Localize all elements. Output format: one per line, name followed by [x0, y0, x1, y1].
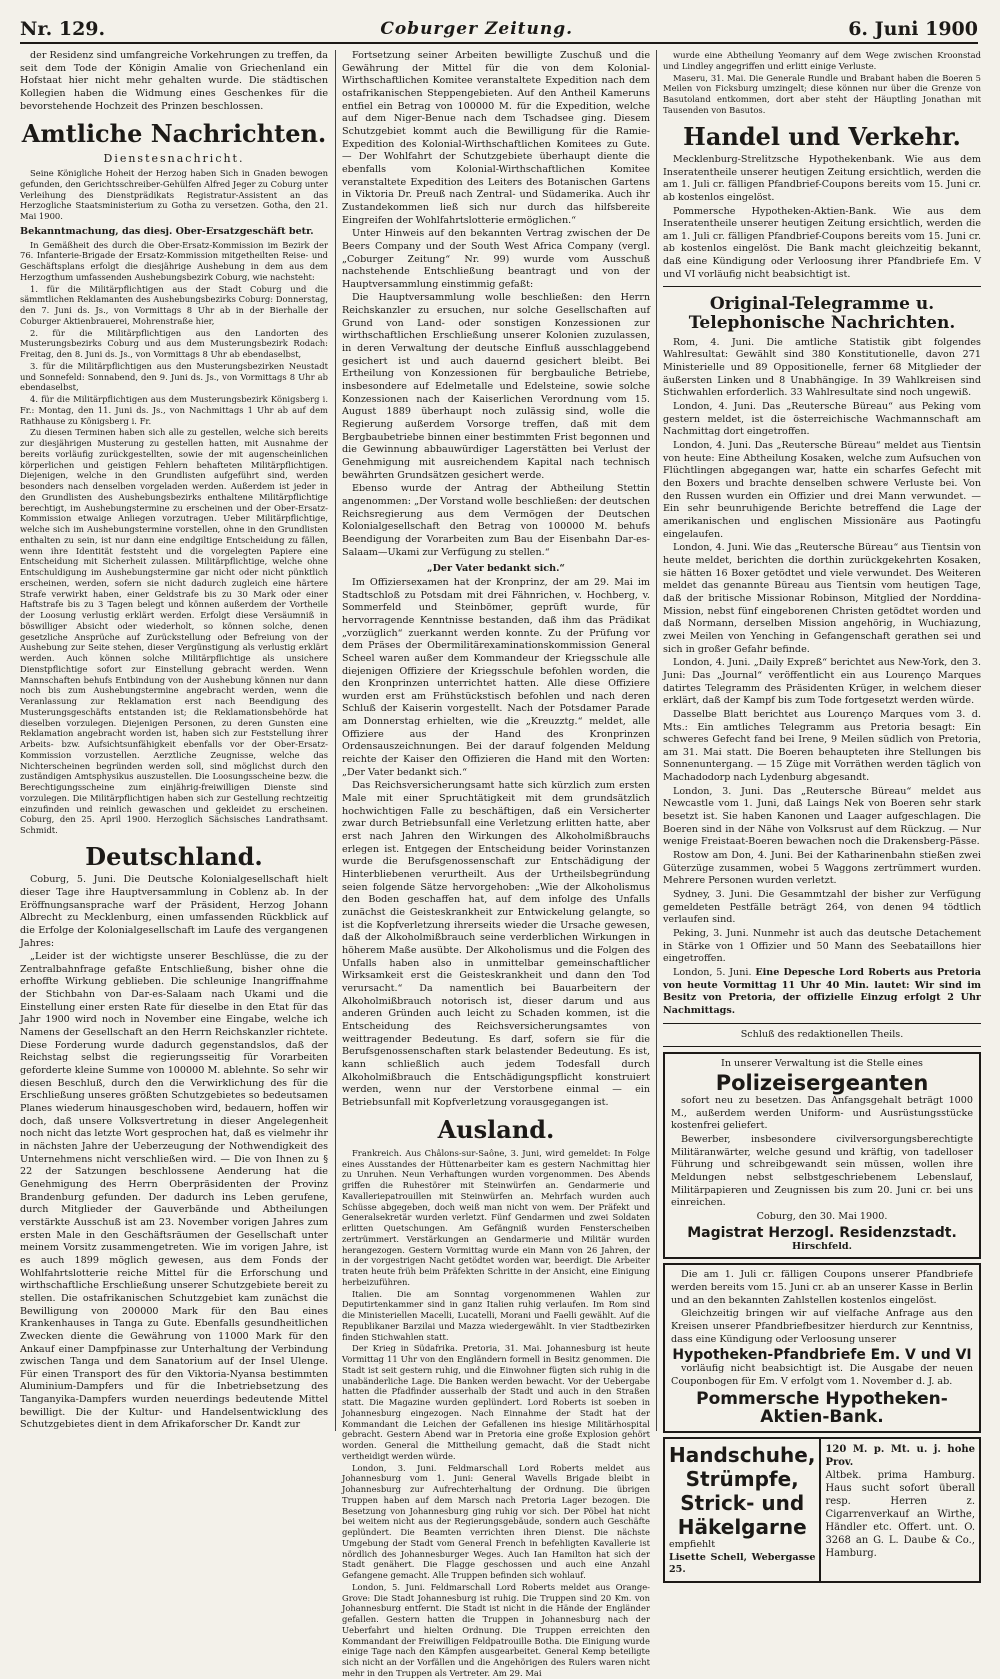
advertisement-pommersche-bank	[663, 1263, 981, 1433]
ad-shop: Lisette Schell, Webergasse 25.	[669, 1551, 816, 1576]
paragraph: 3. für die Militärpflichtigen aus den Musterungsbezirken Neustadt und Sonnefeld: Sonnabend, den 9. Juni ds. Js., von Vormittags 8 Uhr ab ebendaselbst,	[20, 360, 328, 393]
advertisement-row	[663, 1437, 981, 1583]
paragraph: Rom, 4. Juni. Die amtliche Statistik gibt folgendes Wahlresultat: Gewählt sind 380 Konstitutionelle, davon 271 Ministerielle und 89 Oppositionelle, ferner 68 Mitglieder der äußersten Linken und 8 Unabhängige. In 39 Wahlkreisen sind Stichwahlen erforderlich. 33 Wahlresultate sind noch ungewiß.	[663, 336, 981, 399]
paragraph: Peking, 3. Juni. Nunmehr ist auch das deutsche Detachement in Stärke von 1 Offizier und 50 Mann des Seebataillons hier eingetroffen.	[663, 928, 981, 965]
paragraph: Frankreich. Aus Châlons-sur-Saône, 3. Juni, wird gemeldet: In Folge eines Ausstandes der Hüttenarbeiter kam es gestern Nachmittag hier zu Unruhen. Neun Verhaftungen wurden vorgenommen. Des Abends griffen die Ruhestörer mit Steinwürfen an. Gendarmerie und Kavalleriepatrouillen mit Steinwürfen an. Mehrfach wurden auch Schüsse abgegeben, doch weiß man nicht von wem. Der Präfekt und Generalsekretär wurden verletzt. Fünf Gendarmen und zwei Soldaten erlitten Quetschungen. Am Gefängniß wurden Fensterscheiben zertrümmert. Verstärkungen an Gendarmerie und Militär wurden herangezogen. Gestern Vormittag wurde ein Mann von 26 Jahren, der in der vorgestrigen Nacht getödtet worden war, beerdigt. Die Arbeiter traten heute früh beim Präfekten Schritte in der Ansicht, eine Einigung herbeizuführen.	[342, 1147, 650, 1287]
paragraph: Mecklenburg-Strelitzsche Hypothekenbank. Wie aus dem Inseratentheile unserer heutigen Zeitung ersichtlich, werden die am 1. Juli cr. fälligen Pfandbrief-Coupons bereits vom 15. Juni cr. ab kostenlos eingelöst.	[663, 153, 981, 203]
ad-text: Altbek. prima Hamburg. Haus sucht sofort überall resp. Herren z. Cigarrenverkauf an Wirthe, Händler etc. Offert. unt. O. 3268 an G. L. Daube & Co., Hamburg.	[825, 1470, 975, 1560]
paragraph: Die Hauptversammlung wolle beschließen: den Herrn Reichskanzler zu ersuchen, nur solche Gesellschaften auf Grund von Land- oder sonstigen Konzessionen zur wirthschaftlichen Erschließung unserer Kolonien zuzulassen, in deren Verwaltung der deutsche Einfluß ausschlaggebend gesichert ist und auch dauernd gesichert bleibt. Bei Ertheilung von Konzessionen für bergbauliche Betriebe, insbesondere auf Edelmetalle und Edelsteine, sowie solche Konzessionen nach der Kaiserlichen Verordnung vom 15. August 1889 überhaupt noch zulässig sind, wolle die Regierung außerdem Vorsorge treffen, daß mit dem Bergbaubetriebe binnen einer bestimmten Frist begonnen und die Gewinnung abbauwürdiger Lagerstätten bei Verlust der Genehmigung mit ausreichendem Kapital nach technisch bewährten Grundsätzen gesichert werde.	[342, 292, 650, 481]
divider	[663, 286, 981, 287]
ad-text: Gleichzeitig bringen wir auf vielfache Anfrage aus den Kreisen unserer Pfandbriefbesitzer hierdurch zur Kenntniss, dass eine Kündigung oder Verloosung unserer	[671, 1308, 973, 1345]
bold-telegram: Eine Depesche Lord Roberts aus Pretoria von heute Vormittag 11 Uhr 40 Min. lautet: Wir sind im Besitz von Pretoria, der offizielle Einzug erfolgt 2 Uhr Nachmittags.	[663, 966, 982, 1016]
section-title-telegramme: Original-Telegramme u. Telephonische Nachrichten.	[688, 294, 956, 334]
ad-line: Strümpfe,	[685, 1467, 799, 1492]
section-title-ausland: Ausland.	[437, 1115, 555, 1145]
ad-mid-title: Hypotheken-Pfandbriefe Em. V und VI	[672, 1347, 972, 1364]
paragraph: In Gemäßheit des durch die Ober-Ersatz-Kommission im Bezirk der 76. Infanterie-Brigade der Ersatz-Kommission mitgetheilten Reise- und Geschäftsplans erfolgt die diesjährige Aushebung in dem aus dem Herzogthum umfassenden Aushebungsbezirk Coburg, wie nachsteht:	[20, 239, 328, 282]
ad-name: Hirschfeld.	[792, 1240, 852, 1252]
column-2	[342, 50, 650, 1678]
subheading-dienst: Dienstesnachricht.	[103, 151, 245, 165]
paragraph: London, 4. Juni. Das „Reutersche Büreau“ aus Peking vom gestern meldet, ist die österreichische Wachmannschaft am Nachmittag dort eingetroffen.	[663, 401, 981, 438]
paragraph: 4. für die Militärpflichtigen aus dem Musterungsbezirk Königsberg i. Fr.: Montag, den 11. Juni ds. Js., von Nachmittags 1 Uhr ab auf dem Rathhause zu Königsberg i. Fr.	[20, 394, 328, 426]
ad-text: Bewerber, insbesondere civilversorgungsberechtigte Militäranwärter, welche gesund und kräftig, von tadelloser Führung und schreibgewandt sein müssen, wollen ihre Meldungen nebst selbstgeschriebenem Lebenslauf, Militärpapieren und Zeugnissen bis zum 20. Juni cr. bei uns einreichen.	[671, 1133, 973, 1209]
column-rule	[656, 50, 657, 1431]
paragraph: Sydney, 3. Juni. Die Gesammtzahl der bisher zur Verfügung gemeldeten Pestfälle beträgt 264, von denen 94 tödtlich verlaufen sind.	[663, 889, 981, 926]
paragraph	[663, 967, 981, 1018]
paragraph: Maseru, 31. Mai. Die Generale Rundle und Brabant haben die Boeren 5 Meilen von Ficksburg umzingelt; diese können nur über die Grenze von Basutoland entkommen, dort aber steht der Häuptling Jonathan mit Tausenden von Basutos.	[663, 72, 981, 115]
paragraph: Im Offiziersexamen hat der Kronprinz, der am 29. Mai im Stadtschloß zu Potsdam mit drei Fähnrichen, v. Hochberg, v. Sommerfeld und Steinbömer, geprüft wurde, für hervorragende Kenntnisse bestanden, daß ihm das Prädikat „vorzüglich“ zuerkannt werden konnte. Zu der Prüfung vor dem Präses der Obermilitärexaminationskommission General Scheel waren außer dem Kommandeur der Kriegsschule alle diejenigen Offiziere der Kriegsschule befohlen worden, die den Kronprinzen unterrichtet hatten. Alle diese Offiziere wurden erst am Frühstückstisch befohlen und nach deren Schluß der Kaiserin vorgestellt. Nach der Potsdamer Parade am Donnerstag erhielten, wie die „Kreuzztg.“ meldet, alle Offiziere aus der Hand des Kronprinzen Ordensauszeichnungen. Bei der darauf folgenden Meldung reichte der Kaiser den Offizieren die Hand mit den Worten: „Der Vater bedankt sich.“	[342, 576, 650, 778]
advertisement-handschuhe	[665, 1439, 821, 1581]
paragraph: London, 3. Juni. Feldmarschall Lord Roberts meldet aus Johannesburg vom 1. Juni: General Wavells Brigade bleibt in Johannesburg zur Aufrechterhaltung der Ordnung. Die übrigen Truppen haben auf dem Marsch nach Pretoria Lager bezogen. Die Besetzung von Johannesburg ging ruhig vor sich. Der Pöbel hat nicht bei weitem nicht aus der Regierungsgebäude, sondern auch Geschäfte geplündert. Die Beamten verrichten ihren Dienst. Die nächste Umgebung der Stadt vom General French in befehligten Kavallerie ist nördlich des Johannesburger Weges. Auch Ian Hamilton hat sich der Stadt genähert. Die Flagge geschossen und auch eine Anzahl Gefangene gemacht. Alle Truppen befinden sich wohlauf.	[342, 1462, 650, 1581]
paragraph: Seine Königliche Hoheit der Herzog haben Sich in Gnaden bewogen gefunden, den Gerichtsschreiber-Gehülfen Alfred Jeger zu Coburg unter Verleihung des Dienstprädikats Registratur-Assistent an das Herzogliche Staatsministerium zu Gotha zu versetzen. Gotha, den 21. Mai 1900.	[20, 168, 329, 222]
end-editorial-note: Schluß des redaktionellen Theils.	[740, 1028, 904, 1040]
paragraph: Rostow am Don, 4. Juni. Bei der Katharinenbahn stießen zwei Güterzüge zusammen, wobei 5 Waggons zertrümmert wurden. Mehrere Personen wurden verletzt.	[663, 850, 981, 887]
section-title-handel: Handel und Verkehr.	[683, 121, 961, 151]
divider	[663, 1046, 981, 1047]
divider	[663, 1023, 981, 1024]
paragraph: London, 4. Juni. Das „Reutersche Büreau“ meldet aus Tientsin von heute: Eine Abtheilung Kosaken, welche zum Aufsuchen von Flüchtlingen abgegangen war, hatte ein scharfes Gefecht mit den Boxers und brachte denselben schwere Verluste bei. Von den Russen wurden ein Offizier und drei Mann verwundet. — Ein sehr beunruhigende Berichte betreffend die Lage der amerikanischen und englischen Missionäre aus Paotingfu eingelaufen.	[663, 440, 981, 540]
issue-date: 6. Juni 1900	[848, 18, 978, 40]
ad-intro: In unserer Verwaltung ist die Stelle eines	[721, 1058, 923, 1070]
ad-headline: 120 M. p. Mt. u. j. hohe Prov.	[825, 1444, 975, 1469]
paragraph: London, 5. Juni. Feldmarschall Lord Roberts meldet aus Orange-Grove: Die Stadt Johannesburg ist ruhig. Die Truppen sind 20 Km. von Johannesburg entfernt. Die Stadt ist nicht in die Hände der Engländer gefallen. Gestern hatten die Truppen in Johannesburg nach der Ueberfahrt und hielten Ordnung. Die Truppen erreichten den Kommandant der Freiwilligen Feldpatrouille Botha. Die Einigung wurde einige Tage nach den Kämpfen ausgearbeitet. General Kemp beteiligte sich nicht an der Vorfällen und die Angehörigen des Rulers waren nicht mehr in den Truppen als Vertreter. Am 29. Mai	[342, 1581, 650, 1678]
ad-text: sofort neu zu besetzen. Das Anfangsgehalt beträgt 1000 M., außerdem werden Uniform- und Ausrüstungsstücke kostenfrei geliefert.	[671, 1095, 973, 1132]
paragraph: Fortsetzung seiner Arbeiten bewilligte Zuschuß und die Gewährung der Mittel für die von dem Kolonial-Wirthschaftlichen Komitee veranstaltete Expedition nach dem ostafrikanischen Steppengebieten. Auf den Antheil Kameruns entfiel ein Betrag von 100000 M. für die Expedition, welche auf dem Niger-Benue nach dem Tschadsee ging. Diesem Schutzgebiet kommt auch die Bewilligung für die Ramie-Expedition des Kolonial-Wirthschaftlichen Komitees zu Gute. — Der Wohlfahrt der Schutzgebiete überhaupt diente die ebenfalls vom Kolonial-Wirthschaftlichen Komitee veranstaltete Expedition des Leiters des Botanischen Gartens in Viktoria Dr. Preuß nach Zentral- und Südamerika. Auch ihr Zustandekommen ließ sich nur durch das hilfsbereite Eingreifen der Wohlfahrtslotterie ermöglichen.“	[342, 50, 650, 226]
column-1	[20, 50, 328, 1431]
paragraph: 2. für die Militärpflichtigen aus den Landorten des Musterungsbezirks Coburg und aus dem Musterungsbezirk Rodach: Freitag, den 8. Juni ds. Js., von Vormittags 8 Uhr ab ebendaselbst,	[20, 327, 328, 360]
paragraph: Ebenso wurde der Antrag der Abtheilung Stettin angenommen: „Der Vorstand wolle beschließen: der deutschen Reichsregierung aus dem Vermögen der Deutschen Kolonialgesellschaft den Betrag von 100000 M. behufs Beendigung der Vorarbeiten zum Bau der Eisenbahn Dar-es-Salaam—Ukami zur Verfügung zu stellen.“	[342, 483, 650, 558]
paragraph: 1. für die Militärpflichtigen aus der Stadt Coburg und die sämmtlichen Reklamanten des Aushebungsbezirks Coburg: Donnerstag, den 7. Juni ds. Js., von Vormittags 8 Uhr ab in der Bierhalle der Coburger Aktienbrauerei, Mohrenstraße hier,	[20, 283, 328, 326]
ad-line: Handschuhe,	[669, 1443, 816, 1468]
paragraph: Unter Hinweis auf den bekannten Vertrag zwischen der De Beers Company und der South West Africa Company (vergl. „Coburger Zeitung“ Nr. 99) wurde vom Ausschuß nachstehende Entschließung beantragt und von der Hauptversammlung einstimmig gefaßt:	[342, 228, 650, 290]
masthead: Coburger Zeitung.	[380, 19, 574, 39]
advertisement-polizeisergeant	[663, 1052, 981, 1259]
paragraph: Der Krieg in Südafrika. Pretoria, 31. Mai. Johannesburg ist heute Vormittag 11 Uhr von den Engländern formell in Besitz genommen. Die Stadt ist seit gestern ruhig, und die Einwohner fügten sich ruhig in die unabänderliche Lage. Die Banken werden bewacht. Vor der Uebergabe hatten die Pfadfinder ausserhalb der Stadt und auch in den Straßen statt. Die Magazine wurden geplündert. Lord Roberts ist soeben in Johannesburg eingezogen. Nach Einnahme der Stadt hat der Kommandant die Leichen der Gefallenen ins hiesige Militärhospital gebracht. Gestern Abend war in Pretoria eine große Explosion gehört worden. General die Mittheilung gemacht, daß die Stadt nicht vertheidigt werden würde.	[342, 1343, 650, 1461]
ad-title: Pommersche Hypotheken-Aktien-Bank.	[696, 1388, 948, 1428]
issue-number: Nr. 129.	[20, 18, 106, 40]
ad-text: vorläufig nicht beabsichtigt ist. Die Ausgabe der neuen Couponbogen für Em. V erfolgt vom 1. November d. J. ab.	[671, 1363, 973, 1388]
paragraph: Coburg, 5. Juni. Die Deutsche Kolonialgesellschaft hielt dieser Tage ihre Hauptversammlung in Coblenz ab. In der Eröffnungsansprache warf der Präsident, Herzog Johann Albrecht zu Mecklenburg, einen umfassenden Rückblick auf die Erfolge der Kolonialgesellschaft im Laufe des vergangenen Jahres:	[20, 874, 328, 949]
ad-text: empfiehlt	[669, 1539, 716, 1551]
paragraph: „Leider ist der wichtigste unserer Beschlüsse, die zu der Zentralbahnfrage gefaßte Entschließung, bisher ohne die erhoffte Wirkung geblieben. Die schleunige Inangriffnahme der Stichbahn von Dar-es-Salaam nach Ukami und die Einstellung einer ersten Rate für dieselbe in den Etat für das Jahr 1900 wird noch in November eine Eingabe, welche ich Namens der Gesellschaft an den Herrn Reichskanzler richtete. Diese Forderung wurde dadurch gegenstandslos, daß der Reichstag selbst die regierungsseitig für Vorarbeiten geforderte kleine Summe von 100000 M. ablehnte. So sehr wir diesen Beschluß, durch den die Verwirklichung des für die Erschließung unseres größten Schutzgebietes so bedeutsamen Planes wiederum hinausgeschoben wird, bedauern, hoffen wir doch, daß unsere Volksvertretung in dieser Angelegenheit noch nicht das letzte Wort gesprochen hat, daß es vielmehr ihr in nächsten Jahre der Ueberzeugung der Nothwendigkeit des Unternehmens nicht verschließen wird. — Die von Ihnen zu § 22 der Satzungen beschlossene Aenderung hat die Genehmigung des Herrn Oberpräsidenten der Provinz Brandenburg gefunden. Der dadurch ins Leben gerufene, durch Mitglieder der Gauverbände und Abtheilungen verstärkte Ausschuß ist am 23. November vorigen Jahres zum ersten Male in den Geschäftsräumen der Gesellschaft unter meinem Vorsitz zusammengetreten. Wie im vorigen Jahre, ist es auch 1899 möglich gewesen, aus dem Fonds der Wohlfahrtslotterie reiche Mittel für die Erforschung und wirthschaftliche Erschließung unserer Schutzgebiete bereit zu stellen. Die ostafrikanischen Schutzgebiet kam zunächst die Bewilligung von 200000 Mark für den Bau eines Krankenhauses in Tanga zu Gute. Ebenfalls gesundheitlichen Zwecken diente die Gewährung von 11000 Mark für den Ankauf einer Dampfpinasse zur Unterhaltung der Verbindung zwischen Tanga und dem Sanatorium auf der Insel Ulenge. Für einen Transport des für den Viktoria-Nyansa bestimmten Aluminium-Dampfers und für die Inbetriebsetzung des Tanganyika-Dampfers wurden neuerdings bedeutende Mittel bewilligt. Die der Kultur- und Handelsentwicklung des Schutzgebietes dient in dem Afrikaforscher Dr. Kandt zur	[20, 951, 328, 1431]
intro-paragraph: der Residenz sind umfangreiche Vorkehrungen zu treffen, da seit dem Tode der Königin Amalie von Griechenland ein Hofstaat hier nicht mehr gehalten wurde. Die städtischen Kollegien haben die Widmung eines Geschenkes für die bevorstehende Hochzeit des Prinzen beschlossen.	[20, 50, 328, 112]
ad-text: Die am 1. Juli cr. fälligen Coupons unserer Pfandbriefe werden bereits vom 15. Juni cr. ab an unserer Kasse in Berlin und an den bekannten Zahlstellen kostenlos eingelöst.	[671, 1269, 973, 1306]
notice-caption: Bekanntmachung, das diesj. Ober-Ersatzgeschäft betr.	[20, 225, 314, 237]
paragraph: London, 4. Juni. „Daily Expreß“ berichtet aus New-York, den 3. Juni: Das „Journal“ veröffentlicht ein aus Lourenço Marques datirtes Telegramm des Präsidenten Krüger, in welchem dieser erklärt, daß der Kampf bis zum Tode fortgesetzt werden würde.	[663, 657, 981, 707]
advertisement-cigarren	[821, 1439, 979, 1581]
ad-title: Polizeisergeanten	[715, 1070, 929, 1095]
paragraph: London, 3. Juni. Das „Reutersche Büreau“ meldet aus Newcastle vom 1. Juni, daß Laings Nek von Boeren sehr stark besetzt ist. Sie haben Kanonen und Laager aufgeschlagen. Die Boeren sind in der Nähe von Volksrust auf dem Rückzug. — Nur wenige Freistaat-Boeren bewachen noch die Drakensberg-Pässe.	[663, 785, 981, 848]
paragraph: Zu diesen Terminen haben sich alle zu gestellen, welche sich bereits zur diesjährigen Musterung zu gestellen hatten, mit Ausnahme der bereits vorläufig zurückgestellten, sowie der mit augenscheinlichen körperlichen und geistigen Fehlern behafteten Militärpflichtigen. Diejenigen, welche in den Grundlisten aufgeführt sind, werden besonders nach denselben vorgeladen werden. Außerdem ist jeder in den Grundlisten des Aushebungsbezirks enthaltene Militärpflichtige berechtigt, im Aushebungstermine zu erscheinen und der Ober-Ersatz-Kommission etwaige Anliegen vorzutragen. Ueber Militärpflichtige, welche sich im Aushebungstermine vorstellen, ohne in den Grundlisten enthalten zu sein, ist nur dann eine endgiltige Entscheidung zu fällen, wenn ihre Identität feststeht und die vorgelegten Papiere eine Entscheidung mit Sicherheit zulassen. Militärpflichtige, welche ohne Entschuldigung im Aushebungstermine gar nicht oder nicht pünktlich erscheinen, werden, sofern sie nicht dadurch zugleich eine härtere Strafe verwirkt haben, einer Geldstrafe bis zu 30 Mark oder einer Haftstrafe bis zu 3 Tagen belegt und können außerdem der Vortheile der Loosung verlustig erklärt werden. Erfolgt diese Versäumniß in böswilliger Absicht oder wiederholt, so können solche, denen gesetzliche Ansprüche auf Zurückstellung oder Befreiung von der Aushebung zur Seite stehen, dieser Vergünstigung als verlustig erklärt werden. Auch können solche Militärpflichtige als unsichere Dienstpflichtige sofort zur Einstellung gebracht werden. Wenn Mannschaften behufs Entbindung von der Aushebung können nur dann noch bis zum Aushebungstermine angebracht werden, wenn die Veranlassung zur Reklamation erst nach Beendigung des Musterungsgeschäfts entstanden ist; die Reklamationsbehörde hat dieselben vorzulegen. Diejenigen Personen, zu deren Gunsten eine Reklamation angebracht worden ist, haben sich zur Feststellung ihrer Arbeits- bzw. Aufsichtsunfähigkeit ebenfalls vor der Ober-Ersatz-Kommission vorzustellen. Aerztliche Zeugnisse, welche das Nichterscheinen begründen werden soll, sind möglichst durch den zuständigen Amtsphysikus auszustellen. Die Loosungsscheine bezw. die Berechtigungsscheine zum einjährig-freiwilligen Dienste sind vorzulegen. Die Militärpflichtigen haben sich zur Gestellung rechtzeitig einzufinden und reinlich gewaschen und gekleidet zu erscheinen. Coburg, den 25. April 1900. Herzoglich Sächsisches Landrathsamt. Schmidt.	[20, 427, 328, 836]
paragraph: Dasselbe Blatt berichtet aus Lourenço Marques vom 3. d. Mts.: Ein amtliches Telegramm aus Pretoria besagt: Ein schweres Gefecht fand bei Irene, 9 Meilen südlich von Pretoria, am 31. Mai statt. Die Boeren behaupteten ihre Stellungen bis Sonnenuntergang. — 15 Züge mit Vorräthen werden täglich von Machadodorp nach Lydenburg abgesandt.	[663, 708, 981, 784]
ad-signature: Magistrat Herzogl. Residenzstadt.	[687, 1224, 957, 1241]
article-headline: „Der Vater bedankt sich.“	[427, 563, 565, 575]
paragraph: Pommersche Hypotheken-Aktien-Bank. Wie aus dem Inseratentheile unserer heutigen Zeitung ersichtlich, werden die am 1. Juli cr. fälligen Pfandbrief-Coupons bereits vom 15. Juni cr. ab kostenlos eingelöst. Die Bank macht gleichzeitig bekannt, daß eine Kündigung oder Verloosung ihrer Pfandbriefe Em. V und VI vorläufig nicht beabsichtigt ist.	[663, 205, 981, 280]
paragraph: Italien. Die am Sonntag vorgenommenen Wahlen zur Deputirtenkammer sind in ganz Italien ruhig verlaufen. Im Rom sind die Ministeriellen Macelli, Lucatelli, Morani und Faelli gewählt. Auf die Republikaner Barzilai und Mazza wiedergewählt. In vier Stadtbezirken finden Stichwahlen statt.	[342, 1288, 650, 1342]
ad-place: Coburg, den 30. Mai 1900.	[756, 1210, 888, 1222]
column-3	[663, 50, 982, 1576]
paragraph: London, 4. Juni. Wie das „Reutersche Büreau“ aus Tientsin von heute meldet, berichten die dorthin zurückgekehrten Kosaken, sie hätten 16 Boxer getödtet und viele verwundet. Des Weiteren meldet das genannte Büreau aus Tientsin vom heutigen Tage, daß der britische Missionar Robinson, Mitglied der Norddina-Mission, nebst fünf eingeborenen Christen getödtet worden und daß Normann, derselben Mission angehörig, in Wuchiazung, zwei Meilen von Yenching in Gefangenschaft gerathen sei und sich in großer Gefahr befinde.	[663, 542, 981, 655]
dateline: London, 5. Juni.	[673, 966, 752, 978]
page-header	[20, 16, 978, 44]
section-title-deutschland: Deutschland.	[85, 841, 263, 871]
ad-line: Strick- und	[680, 1491, 805, 1516]
ad-line: Häkelgarne	[677, 1515, 807, 1540]
paragraph: Das Reichsversicherungsamt hatte sich kürzlich zum ersten Male mit einer Spruchtätigkeit mit dem grundsätzlich hochwichtigen Falle zu beschäftigen, daß ein Versicherter zwar durch Betriebsunfall eine Verletzung erlitten hatte, aber erst nach Jahren den Wirkungen des Alkoholmißbrauchs erlegen ist. Entgegen der Entscheidung beider Vorinstanzen wurde die Berufsgenossenschaft zur Entschädigung der Hinterbliebenen verurtheilt. Aus der Urtheilsbegründung seien folgende Sätze hervorgehoben: „Wie der Alkoholismus den Boden geschaffen hat, auf dem infolge des Unfalls zunächst die Geisteskrankheit zur Entwickelung gelangte, so ist die Kopfverletzung ihrerseits wieder die Ursache gewesen, daß der Alkoholmißbrauch seine verderblichen Wirkungen in höherem Maße ausübte. Der Alkoholismus und die Folgen des Unfalls haben also in unmittelbar gemeinschaftlicher Wirksamkeit erst die Geisteskrankheit und dann den Tod verursacht.“ Da namentlich bei Bauarbeitern der Alkoholmißbrauch notorisch ist, dieser darum und aus anderen Gründen auch leicht zu Schaden kommen, ist die Entscheidung des Reichsversicherungsamtes von weittragender Bedeutung. Es darf, sofern sie für die Berufsgenossenschaften stark belastender Bedeutung. Es ist, kann schließlich auch jedem Todesfall durch Alkoholmißbrauch die Entschädigungspflicht konstruiert werden, wenn nur der Verstorbene einmal — ein Betriebsunfall mit Kopfverletzung vorausgegangen ist.	[342, 780, 650, 1108]
section-title-amtliche: Amtliche Nachrichten.	[21, 119, 327, 149]
paragraph: wurde eine Abtheilung Yeomanry auf dem Wege zwischen Kroonstad und Lindley angegriffen und erlitt einige Verluste.	[663, 50, 981, 71]
column-rule	[335, 50, 336, 1431]
